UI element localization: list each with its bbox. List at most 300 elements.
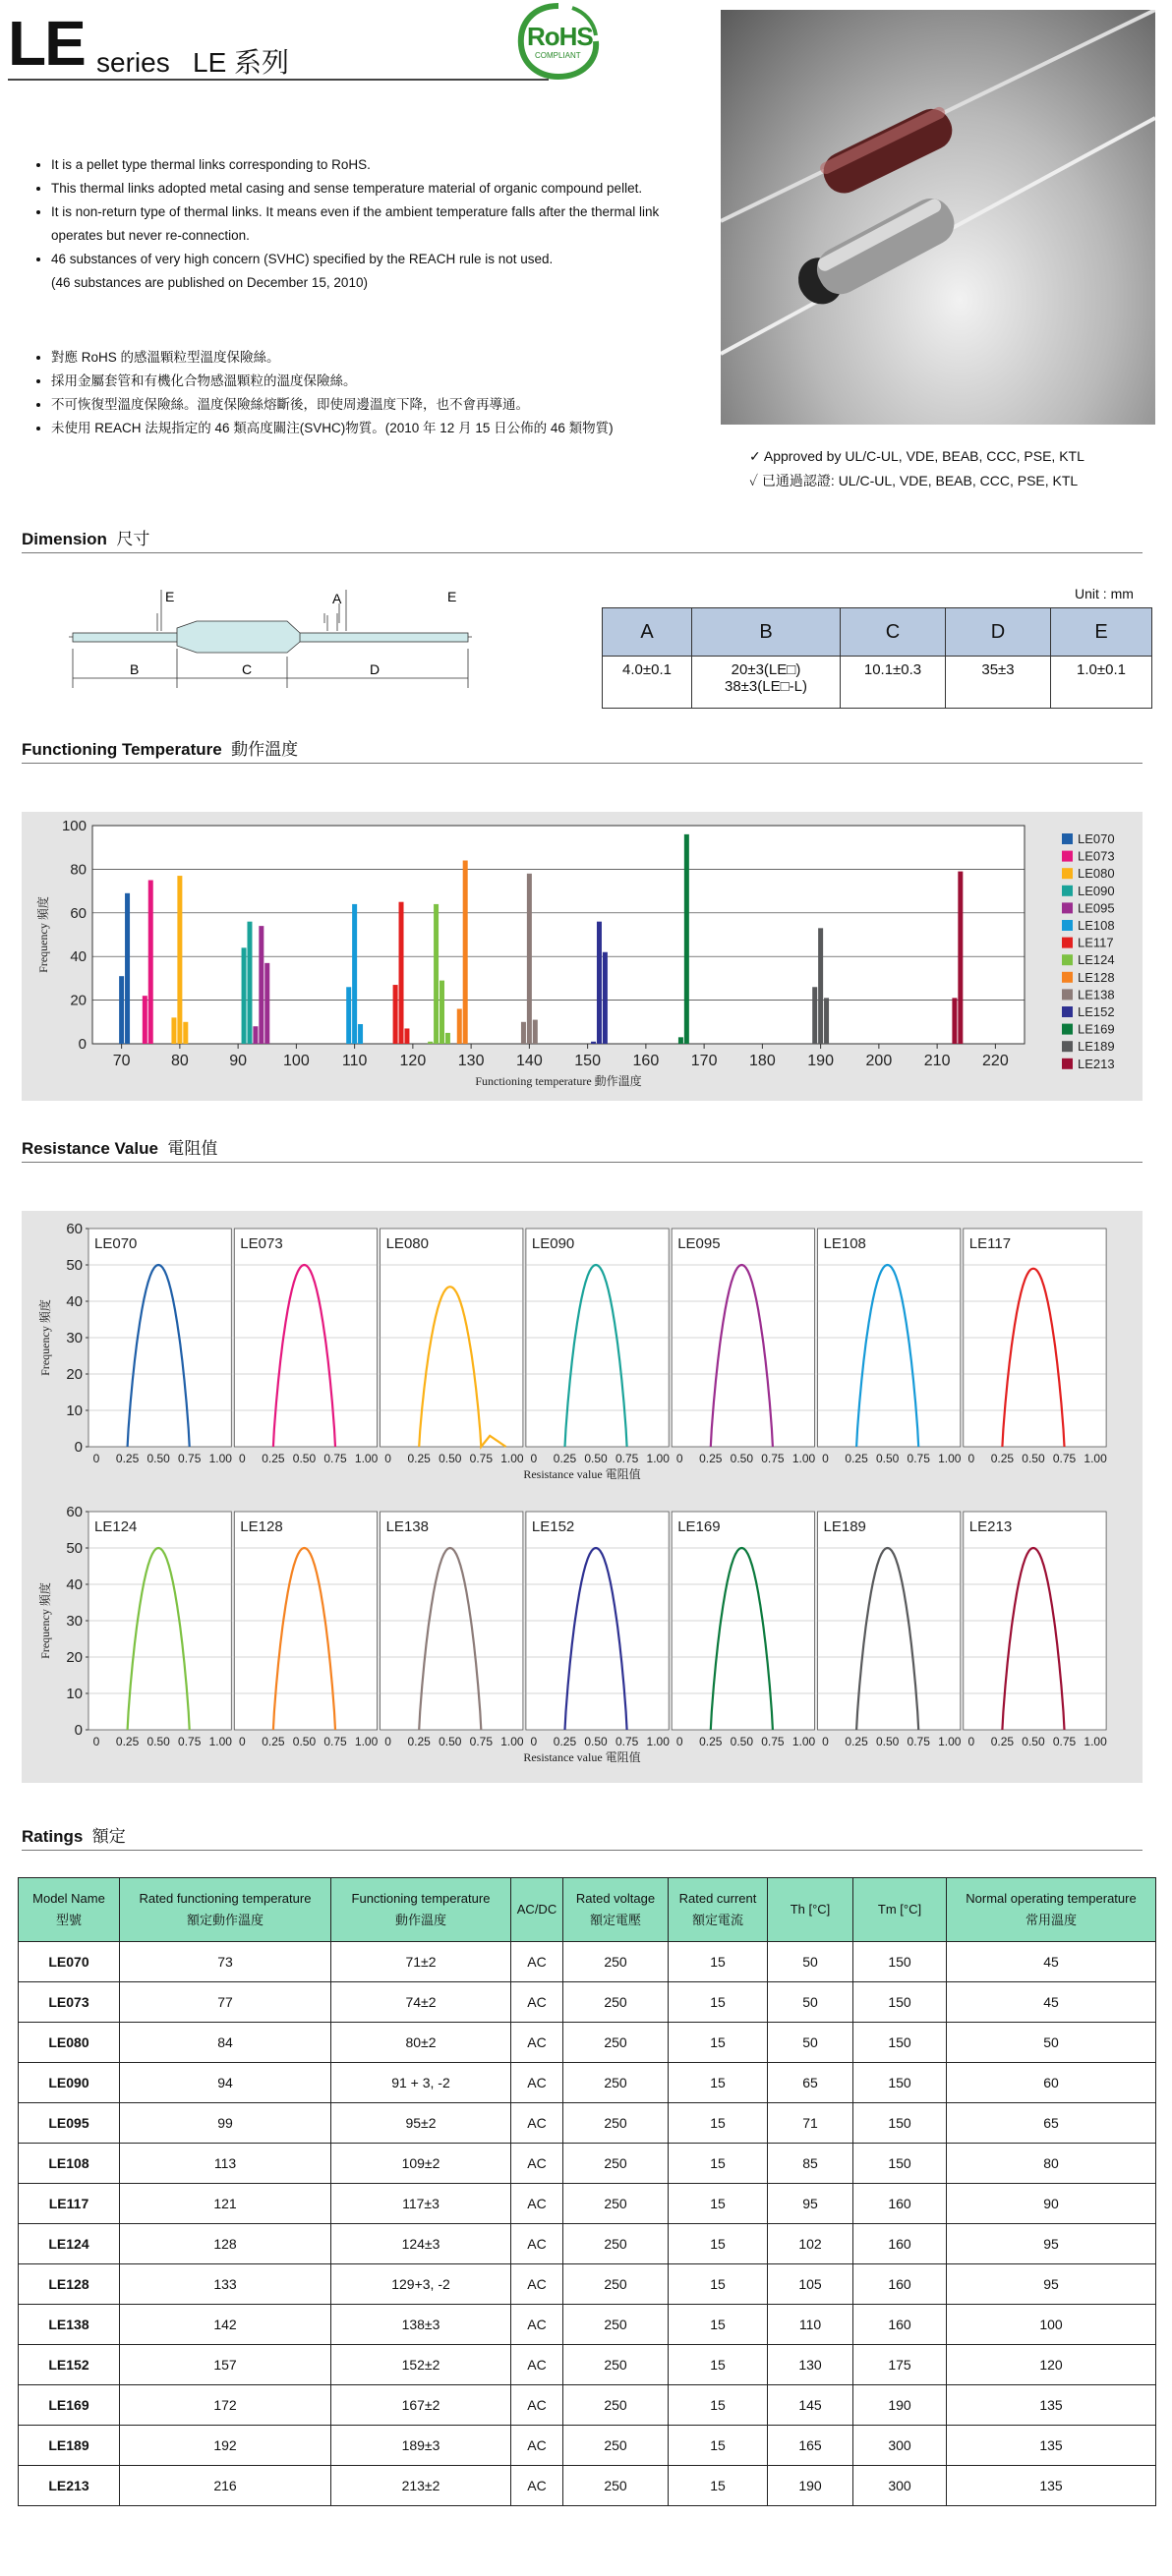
ratings-cell: 71±2 xyxy=(331,1942,511,1982)
dim-value-b: 20±3(LE□) 38±3(LE□-L) xyxy=(692,657,841,709)
ratings-header-1: Rated functioning temperature 額定動作溫度 xyxy=(120,1878,331,1942)
ratings-cell: 138±3 xyxy=(331,2305,511,2345)
ratings-cell: AC xyxy=(511,2103,563,2144)
ratings-header-3: AC/DC xyxy=(511,1878,563,1942)
x-tick-label: 0 xyxy=(238,1735,246,1748)
ratings-table xyxy=(18,1877,1156,2506)
feature-zh-2: • 採用金屬套管和有機化合物感溫顆粒的溫度保險絲。 xyxy=(51,370,708,393)
legend-swatch xyxy=(1062,920,1073,931)
ratings-cell: 50 xyxy=(768,1942,853,1982)
functioning-chart-panel xyxy=(22,812,1143,1101)
x-tick-label: 0.25 xyxy=(407,1735,431,1748)
feature-zh-3: • 不可恢復型溫度保險絲。溫度保險絲熔斷後，即使周邊溫度下降，也不會再導通。 xyxy=(51,393,708,417)
x-axis-label: Functioning temperature 動作溫度 xyxy=(475,1074,642,1088)
ratings-cell: AC xyxy=(511,1982,563,2023)
ratings-cell: 15 xyxy=(669,2264,768,2305)
table-row xyxy=(19,2184,1156,2224)
ratings-cell: AC xyxy=(511,2224,563,2264)
bar-le138 xyxy=(527,874,532,1044)
y-axis-label: Frequency 頻度 xyxy=(36,896,50,973)
ratings-cell: 77 xyxy=(120,1982,331,2023)
table-row xyxy=(19,1942,1156,1982)
ratings-cell: 74±2 xyxy=(331,1982,511,2023)
x-tick-label: 1.00 xyxy=(646,1735,670,1748)
ratings-header-0: Model Name 型號 xyxy=(19,1878,120,1942)
ratings-cell: 250 xyxy=(563,2103,669,2144)
ratings-cell: LE117 xyxy=(19,2184,120,2224)
y-tick-label: 10 xyxy=(66,1686,83,1702)
x-tick-label: 1.00 xyxy=(208,1735,232,1748)
ratings-cell: LE169 xyxy=(19,2385,120,2426)
y-axis-label: Frequency 頻度 xyxy=(38,1299,52,1376)
x-axis-label: Resistance value 電阻值 xyxy=(523,1750,641,1764)
ratings-cell: 90 xyxy=(947,2184,1156,2224)
dim-header-e: E xyxy=(1051,608,1152,657)
functioning-temperature-chart xyxy=(22,812,1143,1101)
legend-swatch xyxy=(1062,902,1073,913)
ratings-cell: 160 xyxy=(853,2184,947,2224)
ratings-cell: 300 xyxy=(853,2466,947,2506)
y-tick-label: 20 xyxy=(66,1649,83,1666)
x-tick-label: 0.50 xyxy=(584,1452,608,1465)
ratings-cell: LE073 xyxy=(19,1982,120,2023)
ratings-cell: 150 xyxy=(853,2063,947,2103)
y-tick-label: 60 xyxy=(70,904,87,922)
ratings-cell: 102 xyxy=(768,2224,853,2264)
ratings-cell: 135 xyxy=(947,2385,1156,2426)
feature-zh-1: • 對應 RoHS 的感溫顆粒型溫度保險絲。 xyxy=(51,346,708,370)
ratings-cell: 45 xyxy=(947,1942,1156,1982)
rohs-compliant: COMPLIANT xyxy=(535,51,581,60)
ratings-cell: 73 xyxy=(120,1942,331,1982)
x-tick-label: 1.00 xyxy=(791,1735,816,1748)
section-ratings: Ratings 額定 xyxy=(22,1822,1143,1851)
features-zh xyxy=(29,346,708,440)
ratings-cell: LE070 xyxy=(19,1942,120,1982)
ratings-cell: 15 xyxy=(669,2103,768,2144)
table-row xyxy=(19,2345,1156,2385)
x-tick-label: 0.75 xyxy=(615,1452,639,1465)
ratings-cell: 15 xyxy=(669,2184,768,2224)
x-tick-label: 200 xyxy=(865,1053,893,1069)
section-functioning-temperature: Functioning Temperature 動作溫度 xyxy=(22,735,1143,764)
x-tick-label: 0.50 xyxy=(730,1735,754,1748)
dim-label-b: B xyxy=(130,661,140,677)
ratings-header-8: Normal operating temperature 常用溫度 xyxy=(947,1878,1156,1942)
check-icon: ✓ xyxy=(749,448,764,464)
ratings-cell: AC xyxy=(511,2184,563,2224)
product-photo xyxy=(721,10,1155,425)
bar-le138 xyxy=(521,1022,526,1044)
x-tick-label: 100 xyxy=(283,1053,310,1069)
ratings-cell: LE090 xyxy=(19,2063,120,2103)
ratings-cell: AC xyxy=(511,2023,563,2063)
x-tick-label: 0.25 xyxy=(990,1735,1015,1748)
bar-le169 xyxy=(678,1037,683,1044)
ratings-cell: 216 xyxy=(120,2466,331,2506)
bar-le124 xyxy=(428,1042,433,1044)
x-tick-label: 110 xyxy=(341,1053,368,1069)
bar-le070 xyxy=(119,976,124,1044)
y-tick-label: 40 xyxy=(70,948,87,966)
ratings-cell: 135 xyxy=(947,2466,1156,2506)
ratings-cell: 95 xyxy=(768,2184,853,2224)
bar-le108 xyxy=(358,1024,363,1044)
ratings-cell: 121 xyxy=(120,2184,331,2224)
table-row xyxy=(19,2466,1156,2506)
resistance-chart-panel xyxy=(22,1211,1143,1783)
bar-le108 xyxy=(346,987,351,1044)
ratings-cell: LE108 xyxy=(19,2144,120,2184)
dim-header-b: B xyxy=(692,608,841,657)
ratings-cell: 190 xyxy=(768,2466,853,2506)
ratings-cell: 15 xyxy=(669,2144,768,2184)
ratings-cell: 65 xyxy=(768,2063,853,2103)
bar-le090 xyxy=(242,947,247,1044)
ratings-cell: 250 xyxy=(563,2264,669,2305)
x-tick-label: 0 xyxy=(675,1735,683,1748)
dim-label-c: C xyxy=(242,661,253,677)
bar-le095 xyxy=(259,926,264,1044)
legend-swatch xyxy=(1062,938,1073,948)
dim-value-a: 4.0±0.1 xyxy=(603,657,692,709)
ratings-cell: 165 xyxy=(768,2426,853,2466)
x-tick-label: 90 xyxy=(229,1053,248,1069)
ratings-cell: 50 xyxy=(947,2023,1156,2063)
bar-le152 xyxy=(591,1042,596,1044)
x-tick-label: 1.00 xyxy=(1084,1735,1107,1748)
legend-label-le169: LE169 xyxy=(1078,1021,1115,1037)
ratings-cell: 250 xyxy=(563,2144,669,2184)
panel-label-le108: LE108 xyxy=(823,1235,866,1252)
ratings-cell: 15 xyxy=(669,2345,768,2385)
ratings-cell: 15 xyxy=(669,2385,768,2426)
bar-le124 xyxy=(445,1033,450,1044)
dimension-diagram xyxy=(59,580,492,712)
y-tick-label: 40 xyxy=(66,1576,83,1593)
ratings-cell: LE152 xyxy=(19,2345,120,2385)
bar-le138 xyxy=(533,1020,538,1044)
bar-le128 xyxy=(457,1008,462,1044)
ratings-cell: 250 xyxy=(563,2305,669,2345)
y-tick-label: 60 xyxy=(66,1221,83,1237)
x-tick-label: 0 xyxy=(384,1452,391,1465)
ratings-cell: 300 xyxy=(853,2426,947,2466)
ratings-cell: 150 xyxy=(853,1982,947,2023)
x-axis-label: Resistance value 電阻值 xyxy=(523,1467,641,1481)
x-tick-label: 0.25 xyxy=(699,1452,723,1465)
bar-le117 xyxy=(399,902,404,1044)
panel-label-le124: LE124 xyxy=(94,1518,138,1535)
x-tick-label: 0 xyxy=(92,1452,100,1465)
approval-zh: ✓ 已通過認證: UL/C-UL, VDE, BEAB, CCC, PSE, KTL xyxy=(749,473,1079,488)
ratings-cell: AC xyxy=(511,2345,563,2385)
panel-label-le080: LE080 xyxy=(385,1235,429,1252)
ratings-cell: AC xyxy=(511,2264,563,2305)
x-tick-label: 0 xyxy=(530,1452,538,1465)
bar-le124 xyxy=(440,981,444,1044)
ratings-cell: 142 xyxy=(120,2305,331,2345)
ratings-cell: 80 xyxy=(947,2144,1156,2184)
ratings-cell: 15 xyxy=(669,2466,768,2506)
ratings-cell: LE128 xyxy=(19,2264,120,2305)
legend-swatch xyxy=(1062,1024,1073,1035)
bar-le213 xyxy=(958,872,963,1044)
dim-header-d: D xyxy=(946,608,1051,657)
legend-label-le095: LE095 xyxy=(1078,900,1115,916)
table-row xyxy=(19,2063,1156,2103)
ratings-cell: 167±2 xyxy=(331,2385,511,2426)
x-tick-label: 0.75 xyxy=(761,1735,785,1748)
x-tick-label: 1.00 xyxy=(208,1452,232,1465)
ratings-cell: 250 xyxy=(563,2063,669,2103)
ratings-cell: 15 xyxy=(669,2305,768,2345)
approval-en: ✓ Approved by UL/C-UL, VDE, BEAB, CCC, PSE, KTL xyxy=(749,448,1084,464)
ratings-cell: 145 xyxy=(768,2385,853,2426)
y-tick-label: 0 xyxy=(78,1036,87,1053)
legend-swatch xyxy=(1062,1006,1073,1017)
bar-le117 xyxy=(393,985,398,1044)
x-tick-label: 0 xyxy=(384,1735,391,1748)
ratings-cell: AC xyxy=(511,2385,563,2426)
feature-en-note: (46 substances are published on December 15, 2010) xyxy=(51,275,368,290)
x-tick-label: 0 xyxy=(967,1735,975,1748)
ratings-cell: LE095 xyxy=(19,2103,120,2144)
ratings-cell: LE213 xyxy=(19,2466,120,2506)
x-tick-label: 220 xyxy=(982,1053,1009,1069)
x-tick-label: 0.50 xyxy=(292,1735,317,1748)
y-tick-label: 0 xyxy=(74,1722,83,1739)
y-tick-label: 40 xyxy=(66,1293,83,1310)
x-tick-label: 0 xyxy=(822,1735,829,1748)
ratings-cell: 192 xyxy=(120,2426,331,2466)
ratings-cell: 250 xyxy=(563,2224,669,2264)
legend-swatch xyxy=(1062,868,1073,879)
bar-le152 xyxy=(597,922,602,1044)
legend-label-le080: LE080 xyxy=(1078,866,1115,882)
x-tick-label: 1.00 xyxy=(354,1735,379,1748)
ratings-cell: 15 xyxy=(669,1982,768,2023)
y-tick-label: 80 xyxy=(70,861,87,879)
x-tick-label: 120 xyxy=(399,1053,427,1069)
dim-value-c: 10.1±0.3 xyxy=(841,657,946,709)
table-row xyxy=(19,2264,1156,2305)
x-tick-label: 180 xyxy=(749,1053,776,1069)
dimension-table xyxy=(602,607,1152,709)
ratings-cell: AC xyxy=(511,2063,563,2103)
ratings-cell: 110 xyxy=(768,2305,853,2345)
y-tick-label: 100 xyxy=(61,818,87,834)
ratings-cell: 130 xyxy=(768,2345,853,2385)
bar-le189 xyxy=(812,987,817,1044)
x-tick-label: 0.25 xyxy=(262,1452,285,1465)
x-tick-label: 0.75 xyxy=(761,1452,785,1465)
ratings-cell: 128 xyxy=(120,2224,331,2264)
x-tick-label: 0.50 xyxy=(439,1735,462,1748)
bar-le189 xyxy=(818,928,823,1044)
ratings-cell: 250 xyxy=(563,2345,669,2385)
series-subtitle: series LE 系列 xyxy=(96,47,290,78)
resistance-value-chart xyxy=(22,1211,1143,1783)
bar-le108 xyxy=(352,904,357,1044)
ratings-cell: 250 xyxy=(563,2466,669,2506)
legend-label-le070: LE070 xyxy=(1078,831,1115,846)
ratings-cell: 120 xyxy=(947,2345,1156,2385)
x-tick-label: 210 xyxy=(923,1053,951,1069)
dim-header-a: A xyxy=(603,608,692,657)
ratings-cell: 250 xyxy=(563,1982,669,2023)
ratings-header-4: Rated voltage 額定電壓 xyxy=(563,1878,669,1942)
ratings-cell: LE080 xyxy=(19,2023,120,2063)
x-tick-label: 0.50 xyxy=(146,1452,170,1465)
y-tick-label: 60 xyxy=(66,1504,83,1520)
legend-label-le090: LE090 xyxy=(1078,883,1115,898)
rohs-logo xyxy=(513,2,604,81)
panel-label-le117: LE117 xyxy=(968,1235,1012,1252)
ratings-cell: 250 xyxy=(563,2385,669,2426)
bar-le080 xyxy=(177,876,182,1044)
x-tick-label: 1.00 xyxy=(1084,1452,1107,1465)
ratings-cell: 45 xyxy=(947,1982,1156,2023)
bar-le152 xyxy=(603,952,608,1044)
x-tick-label: 0.25 xyxy=(990,1452,1015,1465)
x-tick-label: 0.50 xyxy=(875,1735,900,1748)
dim-header-c: C xyxy=(841,608,946,657)
features-en xyxy=(29,153,698,295)
header-rule xyxy=(8,79,549,81)
ratings-cell: 160 xyxy=(853,2224,947,2264)
x-tick-label: 0.75 xyxy=(907,1735,930,1748)
ratings-cell: 91 + 3, -2 xyxy=(331,2063,511,2103)
ratings-cell: 150 xyxy=(853,2144,947,2184)
ratings-cell: 71 xyxy=(768,2103,853,2144)
x-tick-label: 1.00 xyxy=(938,1452,962,1465)
ratings-cell: 117±3 xyxy=(331,2184,511,2224)
ratings-cell: AC xyxy=(511,2426,563,2466)
section-resistance: Resistance Value 電阻值 xyxy=(22,1134,1143,1163)
panel-label-le128: LE128 xyxy=(240,1518,283,1535)
ratings-header-5: Rated current 額定電流 xyxy=(669,1878,768,1942)
x-tick-label: 0.25 xyxy=(699,1735,723,1748)
feature-en-1: • It is a pellet type thermal links corresponding to RoHS. xyxy=(51,153,698,177)
ratings-cell: LE189 xyxy=(19,2426,120,2466)
table-row xyxy=(19,2385,1156,2426)
legend-swatch xyxy=(1062,886,1073,896)
legend-label-le108: LE108 xyxy=(1078,918,1115,933)
ratings-cell: AC xyxy=(511,2144,563,2184)
x-tick-label: 0 xyxy=(822,1452,829,1465)
ratings-cell: 133 xyxy=(120,2264,331,2305)
table-row xyxy=(19,2305,1156,2345)
x-tick-label: 0.25 xyxy=(262,1735,285,1748)
legend-label-le138: LE138 xyxy=(1078,987,1115,1002)
dim-label-a: A xyxy=(332,591,342,606)
ratings-cell: 160 xyxy=(853,2305,947,2345)
ratings-cell: 157 xyxy=(120,2345,331,2385)
x-tick-label: 0 xyxy=(238,1452,246,1465)
rohs-text: RoHS xyxy=(527,22,593,51)
x-tick-label: 1.00 xyxy=(646,1452,670,1465)
ratings-cell: 250 xyxy=(563,2184,669,2224)
ratings-cell: 190 xyxy=(853,2385,947,2426)
legend-swatch xyxy=(1062,972,1073,983)
ratings-cell: AC xyxy=(511,1942,563,1982)
x-tick-label: 160 xyxy=(632,1053,660,1069)
ratings-cell: 60 xyxy=(947,2063,1156,2103)
table-row xyxy=(19,1982,1156,2023)
x-tick-label: 0.75 xyxy=(615,1735,639,1748)
x-tick-label: 1.00 xyxy=(500,1735,524,1748)
dim-label-e1: E xyxy=(165,589,175,604)
legend-swatch xyxy=(1062,833,1073,844)
x-tick-label: 170 xyxy=(690,1053,718,1069)
section-dimension: Dimension 尺寸 xyxy=(22,525,1143,553)
x-tick-label: 80 xyxy=(170,1053,189,1069)
x-tick-label: 0.50 xyxy=(584,1735,608,1748)
ratings-cell: 250 xyxy=(563,2023,669,2063)
ratings-cell: 250 xyxy=(563,2426,669,2466)
x-tick-label: 0.75 xyxy=(1052,1735,1077,1748)
ratings-cell: 65 xyxy=(947,2103,1156,2144)
table-row xyxy=(19,2144,1156,2184)
x-tick-label: 0.50 xyxy=(292,1452,317,1465)
ratings-cell: 113 xyxy=(120,2144,331,2184)
panel-label-le169: LE169 xyxy=(677,1518,721,1535)
legend-swatch xyxy=(1062,1041,1073,1052)
ratings-cell: 150 xyxy=(853,2103,947,2144)
legend-label-le124: LE124 xyxy=(1078,952,1115,968)
legend-swatch xyxy=(1062,989,1073,1000)
ratings-cell: AC xyxy=(511,2466,563,2506)
ratings-header-7: Tm [°C] xyxy=(853,1878,947,1942)
check-icon: ✓ xyxy=(749,473,762,488)
x-tick-label: 0.25 xyxy=(845,1452,868,1465)
x-tick-label: 0.25 xyxy=(553,1735,577,1748)
x-tick-label: 1.00 xyxy=(500,1452,524,1465)
y-tick-label: 30 xyxy=(66,1613,83,1630)
x-tick-label: 0.25 xyxy=(407,1452,431,1465)
x-tick-label: 150 xyxy=(574,1053,601,1069)
legend-label-le117: LE117 xyxy=(1078,935,1114,950)
ratings-cell: 15 xyxy=(669,2023,768,2063)
bar-le070 xyxy=(125,893,130,1044)
dim-label-e2: E xyxy=(447,589,457,604)
x-tick-label: 0.50 xyxy=(1022,1735,1045,1748)
ratings-cell: 100 xyxy=(947,2305,1156,2345)
feature-en-2: • This thermal links adopted metal casing and sense temperature material of organic compound pellet. xyxy=(51,177,698,200)
x-tick-label: 0.25 xyxy=(553,1452,577,1465)
ratings-cell: 250 xyxy=(563,1942,669,1982)
x-tick-label: 1.00 xyxy=(354,1452,379,1465)
bar-le090 xyxy=(247,922,252,1044)
bar-le189 xyxy=(824,998,829,1044)
approvals xyxy=(749,444,1084,493)
bar-le213 xyxy=(952,998,957,1044)
ratings-header-2: Functioning temperature 動作溫度 xyxy=(331,1878,511,1942)
x-tick-label: 0.75 xyxy=(178,1735,202,1748)
ratings-cell: 84 xyxy=(120,2023,331,2063)
plot-area xyxy=(92,826,1025,1044)
x-tick-label: 0.50 xyxy=(875,1452,900,1465)
x-tick-label: 140 xyxy=(516,1053,543,1069)
bar-le117 xyxy=(404,1028,409,1044)
series-title: LE xyxy=(8,8,85,79)
legend-label-le128: LE128 xyxy=(1078,969,1115,985)
feature-en-4: • 46 substances of very high concern (SVHC) specified by the REACH rule is not used. xyxy=(51,248,698,271)
x-tick-label: 0.25 xyxy=(115,1735,140,1748)
x-tick-label: 0.25 xyxy=(845,1735,868,1748)
ratings-cell: 129+3, -2 xyxy=(331,2264,511,2305)
